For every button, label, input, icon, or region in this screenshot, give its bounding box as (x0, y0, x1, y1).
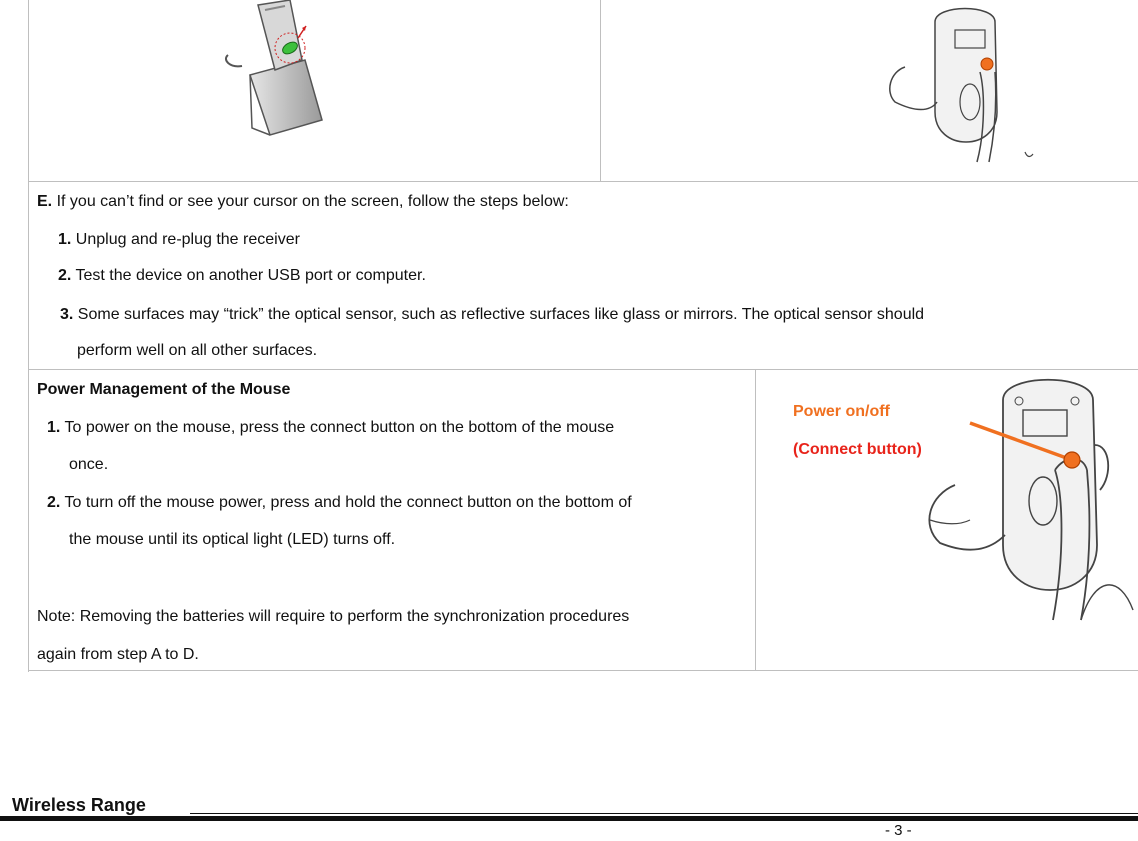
section-e-step-3-continued: perform well on all other surfaces. (77, 342, 318, 359)
table-row-border-1 (28, 181, 1138, 182)
callout-connect-button: (Connect button) (793, 441, 922, 458)
power-management-title: Power Management of the Mouse (37, 381, 291, 398)
step-number: 2. (47, 494, 61, 511)
power-step-2 (47, 493, 632, 513)
step-number: 3. (60, 306, 74, 323)
table-bottom-row-divider (755, 369, 756, 671)
step-number: 1. (58, 231, 72, 248)
mouse-bottom-finger-illustration-large (915, 375, 1137, 640)
step-number: 1. (47, 419, 61, 436)
footer-rule-thin (190, 813, 1138, 814)
section-e-label: E. (37, 193, 53, 210)
table-top-row-left-border (28, 0, 29, 182)
section-e-step-2 (58, 266, 426, 286)
section-title-wireless-range: Wireless Range (12, 795, 146, 815)
page-number: - 3 - (885, 822, 912, 839)
footer-rule (0, 816, 1138, 821)
power-note-line-1: Note: Removing the batteries will require to perform the synchronization procedures (37, 608, 630, 625)
callout-power-on-off: Power on/off (793, 403, 890, 420)
step-text: To turn off the mouse power, press and hold the connect button on the bottom of (64, 494, 632, 511)
step-number: 2. (58, 267, 72, 284)
section-e-step-1 (58, 230, 300, 250)
mouse-bottom-finger-illustration-small (885, 2, 1035, 167)
power-note-line-2: again from step A to D. (37, 646, 199, 663)
table-row-border-2 (28, 369, 1138, 370)
table-bottom-border (28, 670, 1138, 671)
table-top-row-divider (600, 0, 601, 182)
section-e-heading-text: If you can’t find or see your cursor on the screen, follow the steps below: (56, 193, 569, 210)
section-e-heading (37, 192, 569, 212)
power-step-1 (47, 418, 614, 438)
receiver-cradle-illustration (220, 0, 340, 140)
step-text: Test the device on another USB port or computer. (75, 267, 426, 284)
step-text: Some surfaces may “trick” the optical sensor, such as reflective surfaces like glass or mirrors. The optical sensor should (77, 306, 925, 323)
section-e-step-3 (60, 305, 924, 325)
power-step-2-continued: the mouse until its optical light (LED) turns off. (69, 531, 396, 548)
step-text: Unplug and re-plug the receiver (75, 231, 300, 248)
step-text: To power on the mouse, press the connect button on the bottom of the mouse (64, 419, 615, 436)
power-step-1-continued: once. (69, 456, 109, 473)
table-left-border-mid (28, 182, 29, 672)
